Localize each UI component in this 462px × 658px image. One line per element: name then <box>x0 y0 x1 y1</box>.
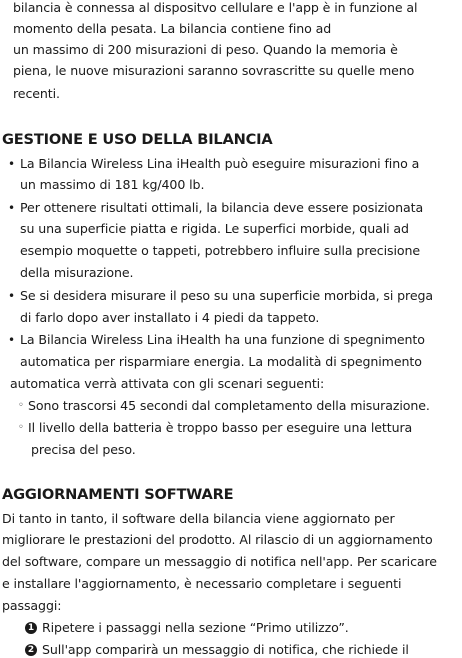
bullet-marker: • <box>8 201 16 215</box>
intro-line: bilancia è connessa al dispositvo cellulare e l'app è in funzione al <box>13 0 418 15</box>
sub-bullet-text: Sono trascorsi 45 secondi dal completamento della misurazione. <box>28 398 430 413</box>
bullet-text: di farlo dopo aver installato i 4 piedi da tappeto. <box>20 310 320 325</box>
paragraph-line: migliorare le prestazioni del prodotto. Al rilascio di un aggiornamento <box>2 532 433 547</box>
bullet-text: della misurazione. <box>20 265 134 280</box>
section-heading-usage: GESTIONE E USO DELLA BILANCIA <box>2 131 273 148</box>
bullet-text: La Bilancia Wireless Lina iHealth ha una funzione di spegnimento <box>20 332 425 347</box>
intro-line: un massimo di 200 misurazioni di peso. Quando la memoria è <box>13 42 398 57</box>
step-text: Sull'app comparirà un messaggio di notifica, che richiede il <box>42 642 409 657</box>
paragraph-line: del software, compare un messaggio di notifica nell'app. Per scaricare <box>2 554 437 569</box>
intro-line: piena, le nuove misurazioni saranno sovrascritte su quelle meno <box>13 63 415 78</box>
step-number-marker: 1 <box>25 622 37 634</box>
bullet-text: La Bilancia Wireless Lina iHealth può eseguire misurazioni fino a <box>20 156 420 171</box>
sub-bullet-marker: ◦ <box>18 400 24 411</box>
bullet-marker: • <box>8 157 16 171</box>
paragraph-line: passaggi: <box>2 598 62 613</box>
bullet-text: Se si desidera misurare il peso su una superficie morbida, si prega <box>20 288 434 303</box>
step-number-marker: 2 <box>25 644 37 656</box>
bullet-text: Per ottenere risultati ottimali, la bilancia deve essere posizionata <box>20 200 424 215</box>
bullet-text: automatica verrà attivata con gli scenari seguenti: <box>10 376 325 391</box>
bullet-marker: • <box>8 333 16 347</box>
paragraph-line: Di tanto in tanto, il software della bilancia viene aggiornato per <box>2 511 395 526</box>
paragraph-line: e installare l'aggiornamento, è necessario completare i seguenti <box>2 576 402 591</box>
bullet-text: automatica per risparmiare energia. La modalità di spegnimento <box>20 354 422 369</box>
section-heading-software: AGGIORNAMENTI SOFTWARE <box>2 486 234 503</box>
sub-bullet-marker: ◦ <box>18 422 24 433</box>
intro-line: recenti. <box>13 86 60 101</box>
step-text: Ripetere i passaggi nella sezione “Primo utilizzo”. <box>42 620 349 635</box>
bullet-marker: • <box>8 289 16 303</box>
sub-bullet-text: Il livello della batteria è troppo basso per eseguire una lettura <box>28 420 413 435</box>
bullet-text: un massimo di 181 kg/400 lb. <box>20 177 205 192</box>
sub-bullet-text: precisa del peso. <box>31 442 136 457</box>
bullet-text: esempio moquette o tappeti, potrebbero influire sulla precisione <box>20 243 420 258</box>
bullet-text: su una superficie piatta e rigida. Le superfici morbide, quali ad <box>20 221 409 236</box>
intro-line: momento della pesata. La bilancia contiene fino ad <box>13 21 332 36</box>
